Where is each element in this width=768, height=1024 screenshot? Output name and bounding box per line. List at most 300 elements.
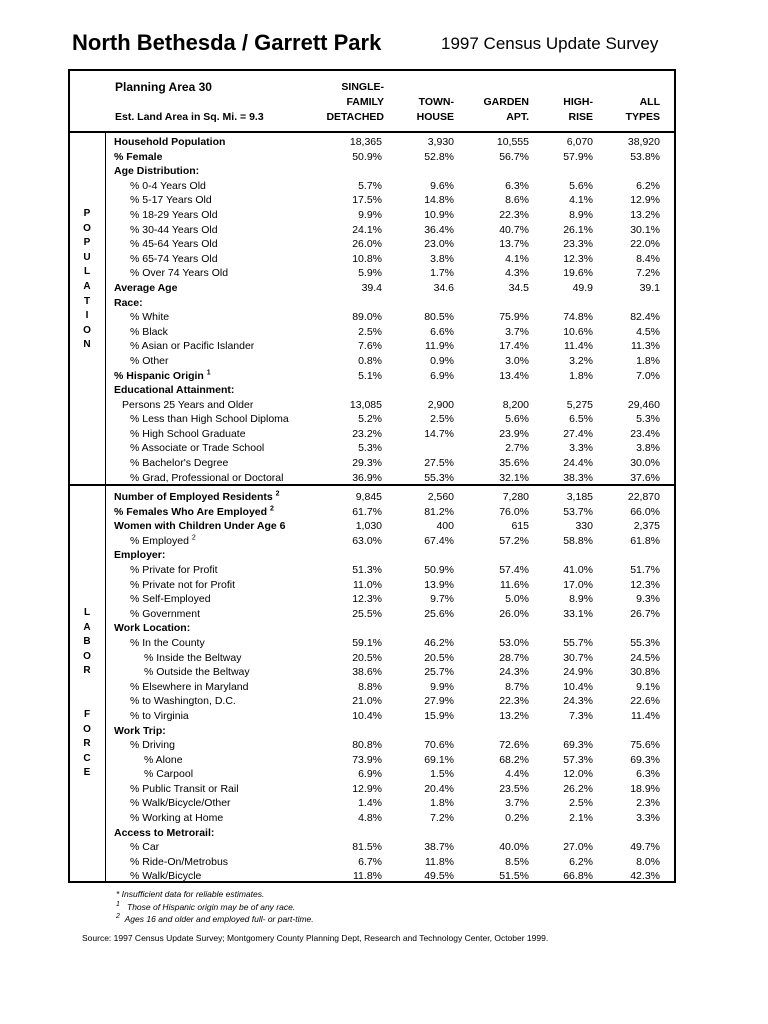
row-label: % Ride-On/Metrobus [130,855,229,868]
row-label: % Driving [130,739,175,752]
table-cell: 6.9% [430,369,454,382]
table-cell: 4.4% [505,768,529,781]
table-cell: 9.9% [358,208,382,221]
table-cell: 17.5% [352,194,382,207]
table-cell: 10,555 [496,136,529,148]
table-cell: 30.1% [630,223,660,236]
table-cell: 51.5% [499,870,529,883]
row-label: Age Distribution: [114,165,200,178]
table-cell: 6.2% [569,855,593,868]
table-cell: 6.7% [358,855,382,868]
side-letter: O [83,650,91,662]
table-row [112,840,667,855]
table-row [112,237,667,252]
table-cell: 69.3% [563,739,593,752]
table-row [112,505,667,520]
table-cell: 46.2% [424,636,454,649]
table-cell: 38.6% [352,666,382,679]
table-cell: 33.1% [563,607,593,620]
table-cell: 3.8% [430,252,454,265]
table-row [112,709,667,724]
table-cell: 36.9% [352,471,382,484]
table-cell: 4.5% [636,325,660,338]
table-cell: 7.2% [430,812,454,825]
table-cell: 81.5% [352,841,382,854]
table-cell: 28.7% [499,651,529,664]
table-cell: 2,900 [427,398,454,411]
table-cell: 29.3% [352,457,382,470]
side-label-labor [73,606,101,679]
table-cell: 1.8% [430,797,454,810]
footnote-insufficient: * Insufficient data for reliable estimates. [116,889,265,899]
side-letter: O [83,723,91,735]
table-row [112,150,667,165]
table-cell: 18.9% [630,782,660,795]
table-row [112,193,667,208]
table-cell: 30.8% [630,666,660,679]
row-label: Number of Employed Residents $^2$ [114,490,280,503]
table-cell: 17.0% [563,578,593,591]
table-cell: 9.1% [636,680,660,693]
table-row [112,651,667,666]
side-letter: R [83,738,91,750]
table-cell: 3.7% [505,797,529,810]
table-row [112,266,667,281]
footnote-1: $^1$ Those of Hispanic origin may be of any race. [116,900,296,912]
table-cell: 7.2% [636,267,660,280]
page-subtitle: 1997 Census Update Survey [441,34,659,53]
table-cell: 34.5 [508,281,529,294]
column-header-high-rise: HIGH- RISE [563,96,593,123]
side-label-force [73,708,101,781]
footnote-2: $^2$ Ages 16 and older and employed full- or part-time. [116,913,314,924]
table-cell: 40.0% [499,841,529,854]
table-row [112,636,667,651]
table-cell: 7.3% [569,709,593,722]
table-cell: 12.0% [563,768,593,781]
table-cell: 61.7% [352,505,382,518]
table-row [112,534,667,549]
table-row [112,680,667,695]
table-row [112,811,667,826]
population-section [112,135,667,485]
table-cell: 41.0% [563,563,593,576]
table-row [112,296,667,311]
table-cell: 53.0% [499,636,529,649]
table-row [112,369,667,384]
table-cell: 39.4 [361,281,382,294]
row-label: % Private not for Profit [130,578,236,591]
table-cell: 27.9% [424,695,454,708]
table-cell: 13.7% [499,238,529,251]
table-cell: 5.6% [505,413,529,426]
table-cell: 2.5% [430,413,454,426]
table-cell: 18,365 [349,136,382,148]
table-cell: 34.6 [433,281,454,294]
table-cell: 72.6% [499,739,529,752]
table-cell: 11.8% [353,870,382,883]
table-cell: 10.8% [352,252,382,265]
table-cell: 5.2% [358,413,382,426]
row-label: % Bachelor's Degree [130,457,229,470]
table-cell: 6.5% [569,413,593,426]
table-cell: 23.3% [563,238,593,251]
table-row [112,383,667,398]
table-cell: 24.9% [563,666,593,679]
table-cell: 8.4% [636,252,660,265]
table-cell: 3.3% [569,442,593,455]
table-cell: 38.7% [424,841,454,854]
table-cell: 12.3% [563,252,593,265]
table-cell: 23.4% [630,427,660,440]
side-letter: P [83,208,91,219]
table-cell: 2.3% [636,797,660,810]
table-cell: 10.6% [563,325,593,338]
table-cell: 5,275 [566,398,593,411]
table-row [112,767,667,782]
table-cell: 12.3% [352,593,382,606]
table-cell: 1.8% [569,369,593,382]
table-cell: 58.8% [563,534,593,547]
table-cell: 3,930 [427,136,454,148]
table-cell: 9,845 [355,491,382,503]
table-row [112,621,667,636]
side-letter: O [83,222,91,234]
table-row [112,782,667,797]
table-row [112,665,667,680]
side-letter: L [83,266,91,278]
table-row [112,427,667,442]
table-cell: 13.9% [424,578,454,591]
table-cell: 14.8% [424,194,454,207]
table-cell: 80.8% [352,739,382,752]
table-cell: 25.6% [424,607,454,620]
table-cell: 3.8% [636,442,660,455]
table-row [112,135,667,150]
table-cell: 6.9% [358,768,382,781]
table-cell: 20.4% [424,782,454,795]
side-letter: I [85,310,89,322]
table-cell: 0.8% [358,354,382,367]
table-cell: 5.6% [569,179,593,192]
table-row [112,694,667,709]
table-cell: 57.3% [563,753,593,766]
table-cell: 6.3% [505,179,529,192]
row-label: % Private for Profit [130,563,218,576]
table-cell: 8.6% [505,194,529,207]
table-cell: 21.0% [352,695,382,708]
row-label: % Government [130,607,201,620]
table-cell: 57.2% [499,534,529,547]
table-cell: 75.9% [499,311,529,324]
column-header-single-family: SINGLE- FAMILY DETACHED [326,81,384,123]
table-cell: 22.6% [630,695,660,708]
table-cell: 3.0% [505,354,529,367]
table-cell: 0.2% [505,812,529,825]
table-row [112,164,667,179]
table-cell: 15.9% [424,709,454,722]
land-area-label: Est. Land Area in Sq. Mi. = 9.3 [115,111,264,123]
table-cell: 6.6% [430,325,454,338]
table-cell: 3.2% [569,354,593,367]
table-row [112,519,667,534]
header-divider [68,131,676,133]
row-label: % Walk/Bicycle [130,870,202,883]
row-label: % Alone [144,753,183,766]
table-row [112,325,667,340]
table-row [112,471,667,486]
footnotes [116,888,314,926]
table-cell: 24.5% [630,651,660,664]
table-row [112,826,667,841]
table-row [112,310,667,325]
side-letter: L [83,607,91,618]
table-cell: 89.0% [352,311,382,324]
table-cell: 69.3% [630,753,660,766]
table-row [112,753,667,768]
table-cell: 7.0% [636,369,660,382]
table-cell: 4.3% [505,267,529,280]
table-cell: 53.7% [563,505,593,518]
table-cell: 26.7% [630,607,660,620]
table-row [112,354,667,369]
table-cell: 49.9 [572,281,593,294]
row-label: Race: [114,296,143,309]
table-cell: 73.9% [352,753,382,766]
row-label: % Employed $^2$ [130,534,196,547]
table-cell: 3.7% [505,325,529,338]
table-cell: 13.4% [499,369,529,382]
table-cell: 3.3% [636,812,660,825]
side-letter: B [83,636,91,648]
table-cell: 17.4% [499,340,529,353]
table-cell: 22.3% [499,695,529,708]
table-cell: 20.5% [424,651,454,664]
side-letter: A [83,621,91,633]
table-cell: 30.7% [563,651,593,664]
table-row [112,456,667,471]
table-cell: 6,070 [566,136,593,148]
table-row [112,578,667,593]
row-label: % 18-29 Years Old [130,208,218,221]
table-cell: 9.9% [430,680,454,693]
table-cell: 10.9% [424,208,454,221]
table-cell: 80.5% [424,311,454,324]
row-label: % Females Who Are Employed $^2$ [114,505,274,518]
table-cell: 24.3% [499,666,529,679]
table-cell: 11.8% [425,855,454,868]
side-letter: P [83,237,91,249]
column-header-all-types: ALL TYPES [625,96,660,123]
source-note: Source: 1997 Census Update Survey; Montgomery County Planning Dept, Research and Technology Center, October 1999. [82,933,549,943]
row-label: % Female [114,150,163,163]
table-cell: 1.8% [636,354,660,367]
table-cell: 8.0% [636,855,660,868]
table-cell: 5.0% [505,593,529,606]
row-label: % Black [130,325,168,338]
table-row [112,281,667,296]
table-cell: 23.5% [499,782,529,795]
table-row [112,339,667,354]
table-cell: 4.1% [505,252,529,265]
side-letter: F [83,709,91,720]
table-cell: 32.1% [499,471,529,484]
planning-area-label: Planning Area 30 [115,80,212,94]
table-cell: 51.7% [630,563,660,576]
side-letter: A [83,280,91,292]
table-cell: 26.0% [352,238,382,251]
row-label: % Over 74 Years Old [130,267,229,280]
column-header-garden-apt: GARDEN APT. [483,96,529,123]
table-cell: 2,375 [633,520,660,533]
table-cell: 0.9% [430,354,454,367]
table-cell: 8.9% [569,208,593,221]
row-label: % In the County [130,636,205,649]
table-cell: 12.9% [352,782,382,795]
table-cell: 1.7% [430,267,454,280]
table-cell: 330 [575,520,593,533]
table-cell: 11.3% [631,340,660,353]
side-letter: R [83,665,91,677]
side-letter: O [83,324,91,336]
table-row [112,179,667,194]
table-cell: 9.3% [636,593,660,606]
row-label: % Other [130,354,169,367]
column-header-townhouse: TOWN- HOUSE [416,96,454,123]
row-label: % Carpool [144,768,194,781]
table-cell: 37.6% [630,471,660,484]
table-row [112,855,667,870]
row-label: % High School Graduate [130,427,246,440]
table-cell: 51.3% [352,563,382,576]
table-cell: 12.3% [630,578,660,591]
table-cell: 27.4% [563,427,593,440]
table-cell: 10.4% [352,709,382,722]
table-cell: 61.8% [630,534,660,547]
table-cell: 19.6% [563,267,593,280]
table-row [112,592,667,607]
row-label: % Car [130,841,160,854]
row-label: Educational Attainment: [114,384,235,397]
side-letter: N [83,339,91,351]
row-label: Employer: [114,549,166,562]
table-cell: 5.7% [358,179,382,192]
table-cell: 24.1% [352,223,382,236]
table-cell: 4.8% [358,812,382,825]
row-label: % Public Transit or Rail [130,782,239,795]
row-label: % Asian or Pacific Islander [130,340,255,353]
row-label: % 30-44 Years Old [130,223,218,236]
table-cell: 13,085 [349,398,382,411]
row-label: % Walk/Bicycle/Other [130,797,231,810]
table-cell: 38.3% [563,471,593,484]
table-cell: 55.3% [424,471,454,484]
row-label: % to Virginia [130,709,189,722]
table-cell: 22.3% [499,208,529,221]
table-cell: 25.7% [424,666,454,679]
table-cell: 24.3% [563,695,593,708]
row-label: % 5-17 Years Old [130,194,212,207]
table-row [112,490,667,505]
table-cell: 11.0% [353,578,382,591]
table-cell: 76.0% [499,505,529,518]
side-label-population [73,207,101,353]
table-cell: 52.8% [424,150,454,163]
table-cell: 50.9% [352,150,382,163]
table-cell: 8,200 [502,398,529,411]
table-cell: 25.5% [352,607,382,620]
row-label: % to Washington, D.C. [130,695,236,708]
table-cell: 26.0% [499,607,529,620]
table-row [112,223,667,238]
table-cell: 3,185 [566,491,593,503]
table-cell: 68.2% [499,753,529,766]
table-cell: 74.8% [563,311,593,324]
side-letter: U [83,251,91,263]
table-row [112,412,667,427]
table-cell: 11.4% [631,709,660,722]
row-label: % Outside the Beltway [144,666,250,679]
table-cell: 66.0% [630,505,660,518]
row-label: % Associate or Trade School [130,442,265,455]
table-cell: 23.9% [499,427,529,440]
table-cell: 11.6% [500,578,529,591]
table-cell: 7.6% [358,340,382,353]
side-letter: C [83,752,91,764]
table-cell: 5.3% [636,413,660,426]
table-cell: 5.3% [358,442,382,455]
table-cell: 36.4% [424,223,454,236]
table-row [112,441,667,456]
table-cell: 55.3% [630,636,660,649]
table-row [112,738,667,753]
table-cell: 67.4% [424,534,454,547]
table-cell: 26.1% [563,223,593,236]
table-row [112,548,667,563]
row-label: % 65-74 Years Old [130,252,218,265]
table-cell: 2.1% [569,812,593,825]
row-label: % White [130,311,170,324]
table-cell: 75.6% [630,739,660,752]
row-label: % Inside the Beltway [144,651,242,664]
table-cell: 8.5% [505,855,529,868]
table-cell: 8.8% [358,680,382,693]
table-cell: 8.7% [505,680,529,693]
table-cell: 53.8% [630,150,660,163]
row-label: % Hispanic Origin $^1$ [114,369,211,382]
table-cell: 42.3% [630,870,660,883]
table-cell: 27.5% [424,457,454,470]
table-row [112,724,667,739]
row-label: Work Location: [114,622,191,635]
table-cell: 7,280 [502,491,529,503]
row-label: % 45-64 Years Old [130,238,218,251]
row-label: Work Trip: [114,724,166,737]
table-cell: 11.9% [425,340,454,353]
row-label: Access to Metrorail: [114,826,215,839]
table-cell: 9.7% [430,593,454,606]
table-cell: 22,870 [627,491,660,503]
table-cell: 66.8% [563,870,593,883]
table-cell: 49.7% [630,841,660,854]
side-letter: T [83,295,91,307]
page-title: North Bethesda / Garrett Park [72,30,382,55]
table-cell: 40.7% [499,223,529,236]
row-label: % Self-Employed [130,593,211,606]
table-cell: 82.4% [630,311,660,324]
table-cell: 23.0% [424,238,454,251]
table-cell: 23.2% [352,427,382,440]
